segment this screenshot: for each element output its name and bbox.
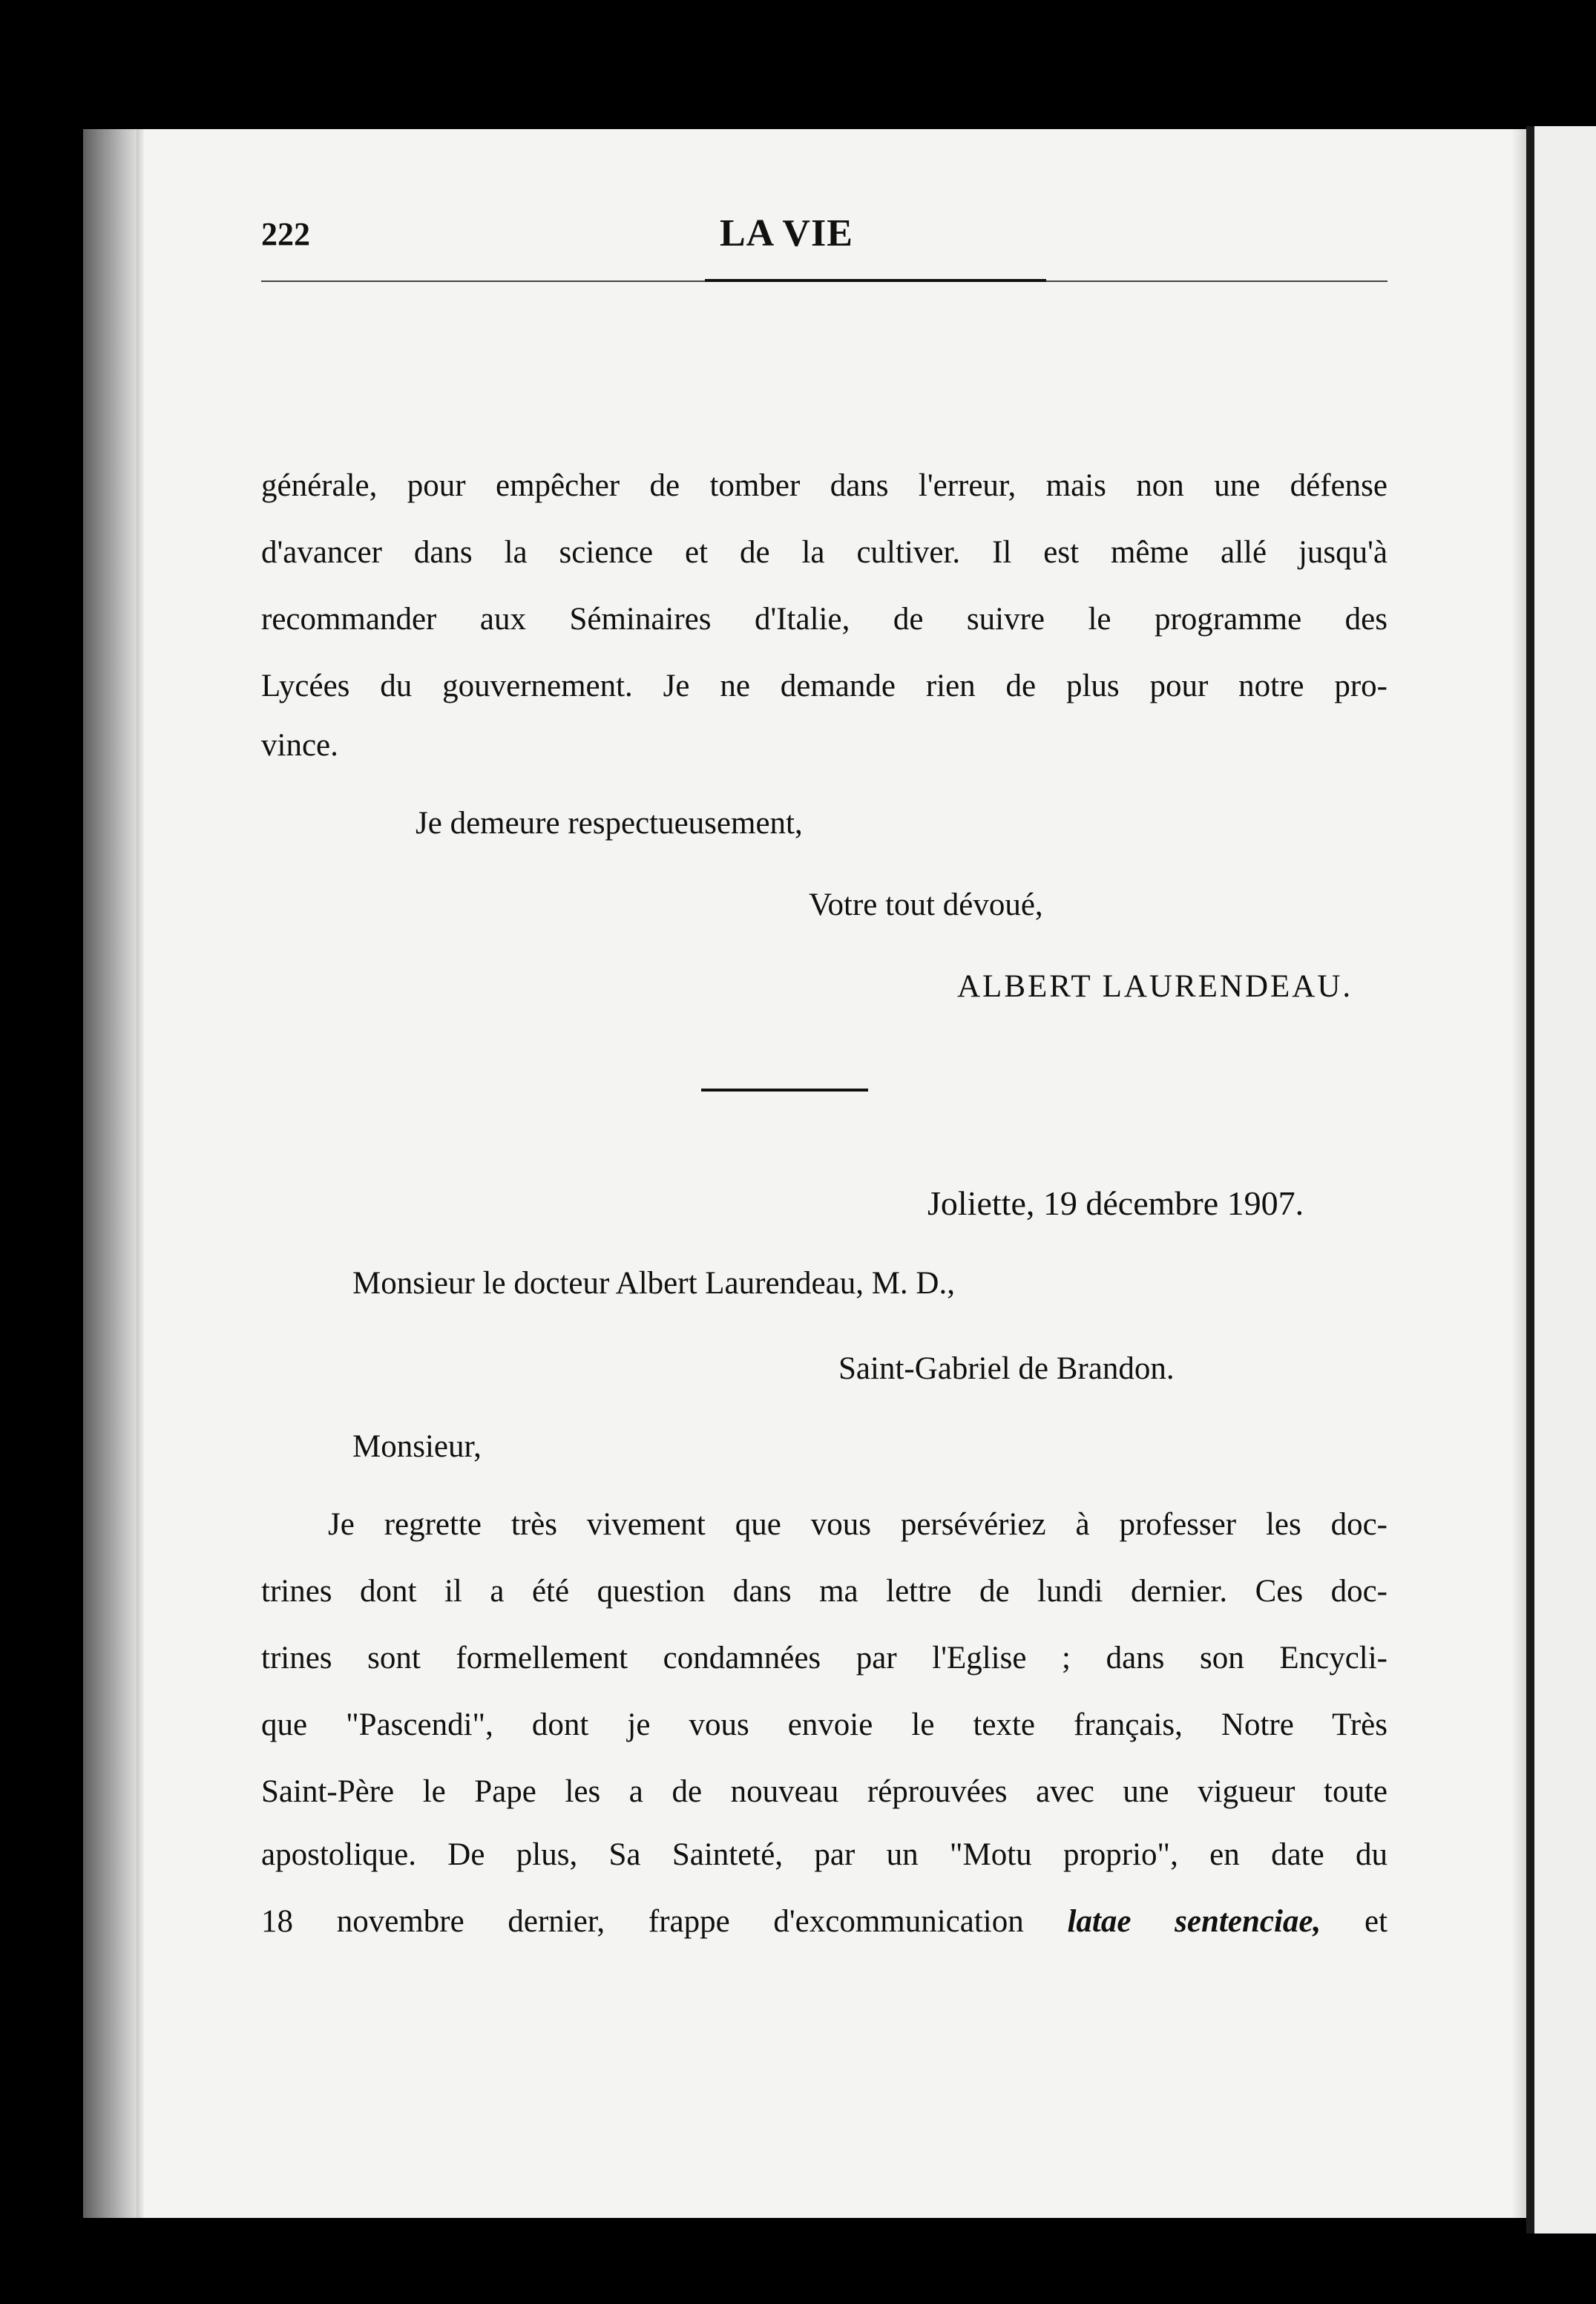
text-line: Je regrette très vivement que vous persévériez à professer les doc- xyxy=(328,1507,1388,1542)
text-line: recommander aux Séminaires d'Italie, de suivre le programme des xyxy=(261,602,1388,637)
text-line: Saint-Père le Pape les a de nouveau réprouvées avec une vigueur toute xyxy=(261,1774,1388,1809)
salutation: Monsieur, xyxy=(352,1429,482,1464)
valediction: Votre tout dévoué, xyxy=(809,887,1043,922)
text-line: Lycées du gouvernement. Je ne demande rien de plus pour notre pro- xyxy=(261,669,1388,703)
closing-line: Je demeure respectueusement, xyxy=(416,806,803,841)
text-line: trines dont il a été question dans ma lettre de lundi dernier. Ces doc- xyxy=(261,1574,1388,1609)
signature: ALBERT LAURENDEAU. xyxy=(957,969,1353,1004)
place-date: Joliette, 19 décembre 1907. xyxy=(927,1184,1304,1222)
text-line: d'avancer dans la science et de la cultiver. Il est même allé jusqu'à xyxy=(261,535,1388,570)
text-line: apostolique. De plus, Sa Sainteté, par un "Motu proprio", en date du xyxy=(261,1837,1388,1872)
text-run: et xyxy=(1364,1904,1388,1939)
text-line: trines sont formellement condamnées par l'Eglise ; dans son Encycli- xyxy=(261,1641,1388,1676)
text-line: vince. xyxy=(261,728,338,763)
italic-phrase: latae sentenciae, xyxy=(1067,1904,1321,1939)
text-line: générale, pour empêcher de tomber dans l'erreur, mais non une défense xyxy=(261,468,1388,503)
page-gap xyxy=(1526,126,1534,2234)
address: Saint-Gabriel de Brandon. xyxy=(838,1351,1175,1386)
addressee: Monsieur le docteur Albert Laurendeau, M. D., xyxy=(352,1266,955,1301)
header-rule-accent xyxy=(705,279,1046,282)
text-line-last xyxy=(261,1888,1388,1955)
text-run: 18 novembre dernier, frappe d'excommunication xyxy=(261,1904,1024,1939)
facing-page xyxy=(1534,126,1596,2234)
text-line: que "Pascendi", dont je vous envoie le texte français, Notre Très xyxy=(261,1707,1388,1742)
running-title: LA VIE xyxy=(720,212,853,255)
page-shadow xyxy=(1511,129,1526,2218)
book-spine xyxy=(83,129,137,2218)
page-number: 222 xyxy=(261,216,310,252)
letter-separator xyxy=(701,1089,868,1092)
page-edge xyxy=(137,129,144,2218)
